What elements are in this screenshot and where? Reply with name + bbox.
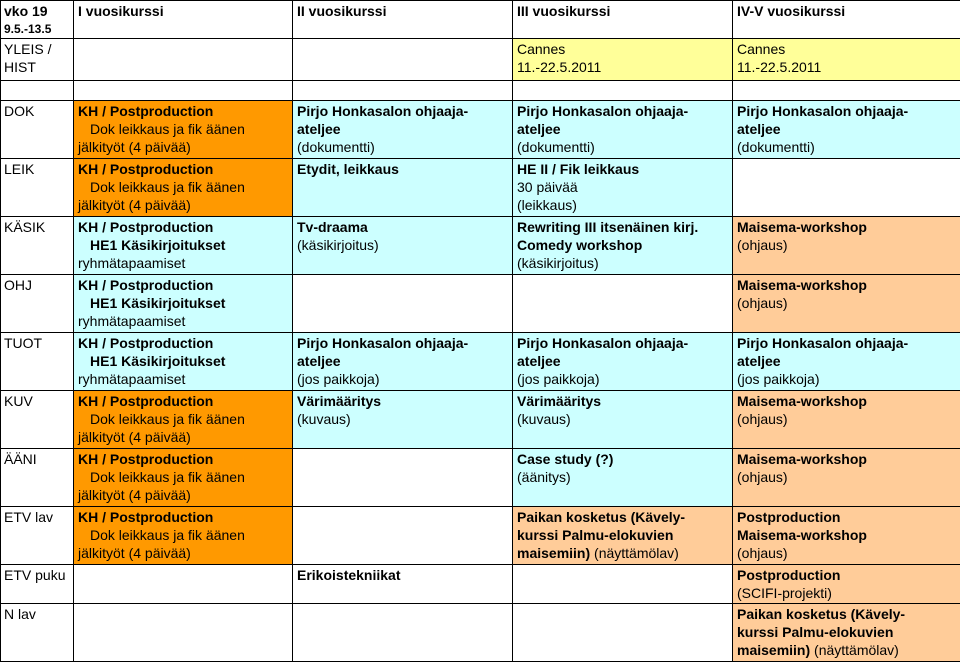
cell-text: Etydit, leikkaus bbox=[297, 161, 399, 177]
cell-line bbox=[517, 352, 730, 370]
row-label-cell bbox=[1, 565, 74, 604]
schedule-cell bbox=[513, 449, 733, 507]
schedule-cell bbox=[293, 101, 513, 159]
cell-text: Tv-draama bbox=[297, 219, 368, 235]
cell-line bbox=[737, 40, 958, 58]
schedule-cell bbox=[733, 159, 960, 217]
schedule-cell bbox=[513, 391, 733, 449]
cell-line bbox=[78, 352, 290, 370]
cell-line bbox=[78, 178, 290, 196]
row-label: ETV puku bbox=[4, 566, 71, 584]
cell-text: KH / Postproduction bbox=[78, 509, 213, 525]
cell-text: Case study (?) bbox=[517, 451, 613, 467]
cell-text: Maisema-workshop bbox=[737, 219, 867, 235]
cell-line bbox=[297, 566, 510, 584]
cell-text: jälkityöt (4 päivää) bbox=[78, 545, 191, 561]
cell-text: kurssi Palmu-elokuvien bbox=[517, 527, 673, 543]
cell-line bbox=[737, 236, 958, 254]
schedule-cell bbox=[293, 565, 513, 604]
schedule-cell bbox=[74, 565, 293, 604]
schedule-cell bbox=[293, 449, 513, 507]
cell-text: Värimääritys bbox=[297, 393, 381, 409]
row-label: YLEIS / bbox=[4, 40, 71, 58]
row-label-cell bbox=[1, 217, 74, 275]
cell-text: (SCIFI-projekti) bbox=[737, 585, 832, 601]
cell-text: jälkityöt (4 päivää) bbox=[78, 197, 191, 213]
cell-line bbox=[517, 370, 730, 388]
cell-text: Dok leikkaus ja fik äänen bbox=[90, 121, 245, 137]
cell-text: (dokumentti) bbox=[517, 139, 595, 155]
row-label-cell bbox=[1, 81, 74, 101]
row-label-cell bbox=[1, 39, 74, 81]
cell-text: Dok leikkaus ja fik äänen bbox=[90, 179, 245, 195]
schedule-cell bbox=[733, 604, 960, 662]
row-label: ÄÄNI bbox=[4, 450, 71, 468]
cell-line bbox=[297, 120, 510, 138]
schedule-cell bbox=[513, 81, 733, 101]
cell-text: (kuvaus) bbox=[517, 411, 571, 427]
cell-text: (käsikirjoitus) bbox=[517, 255, 599, 271]
schedule-cell bbox=[513, 565, 733, 604]
header-row bbox=[1, 1, 960, 39]
schedule-cell bbox=[293, 217, 513, 275]
cell-text: Maisema-workshop bbox=[737, 451, 867, 467]
cell-line bbox=[737, 352, 958, 370]
row-kuv bbox=[1, 391, 960, 449]
cell-text: HE1 Käsikirjoitukset bbox=[90, 353, 225, 369]
cell-text: (jos paikkoja) bbox=[297, 371, 379, 387]
cell-line bbox=[78, 370, 290, 388]
cell-text: Dok leikkaus ja fik äänen bbox=[90, 527, 245, 543]
cell-line bbox=[78, 486, 290, 504]
cell-line bbox=[78, 392, 290, 410]
cell-line bbox=[737, 641, 958, 659]
cell-text: KH / Postproduction bbox=[78, 103, 213, 119]
cell-text: (kuvaus) bbox=[297, 411, 351, 427]
cell-text: Dok leikkaus ja fik äänen bbox=[90, 469, 245, 485]
cell-text: Rewriting III itsenäinen kirj. bbox=[517, 219, 698, 235]
schedule-cell bbox=[513, 39, 733, 81]
cell-line bbox=[297, 218, 510, 236]
cell-line bbox=[737, 218, 958, 236]
cell-text: ryhmätapaamiset bbox=[78, 371, 185, 387]
row-label-cell bbox=[1, 159, 74, 217]
row-spacer bbox=[1, 81, 960, 101]
cell-line bbox=[517, 392, 730, 410]
row-kasik bbox=[1, 217, 960, 275]
cell-line bbox=[737, 526, 958, 544]
row-nlav bbox=[1, 604, 960, 662]
schedule-cell bbox=[74, 159, 293, 217]
cell-text: Pirjo Honkasalon ohjaaja- bbox=[517, 335, 688, 351]
cell-text: Cannes bbox=[517, 41, 565, 57]
week-label: vko 19 bbox=[4, 2, 71, 20]
cell-line bbox=[517, 236, 730, 254]
row-etvpuku bbox=[1, 565, 960, 604]
row-label: DOK bbox=[4, 102, 71, 120]
row-label: HIST bbox=[4, 58, 71, 76]
col-header-label: III vuosikurssi bbox=[517, 2, 730, 20]
cell-line bbox=[517, 218, 730, 236]
schedule-cell bbox=[74, 39, 293, 81]
row-leik bbox=[1, 159, 960, 217]
cell-text: Erikoistekniikat bbox=[297, 567, 401, 583]
cell-text: kurssi Palmu-elokuvien bbox=[737, 624, 893, 640]
cell-text-note: (näyttämölav) bbox=[590, 545, 679, 561]
cell-line bbox=[78, 236, 290, 254]
cell-line bbox=[517, 178, 730, 196]
cell-text: Pirjo Honkasalon ohjaaja- bbox=[737, 335, 908, 351]
row-ohj bbox=[1, 275, 960, 333]
cell-text: (ohjaus) bbox=[737, 469, 788, 485]
cell-text: ateljee bbox=[737, 353, 781, 369]
cell-text: Dok leikkaus ja fik äänen bbox=[90, 411, 245, 427]
cell-line bbox=[517, 40, 730, 58]
row-aani bbox=[1, 449, 960, 507]
cell-line bbox=[737, 584, 958, 602]
cell-line bbox=[297, 102, 510, 120]
week-dates: 9.5.-13.5 bbox=[4, 20, 71, 38]
row-label: LEIK bbox=[4, 160, 71, 178]
cell-line bbox=[737, 276, 958, 294]
cell-line bbox=[78, 508, 290, 526]
cell-text: jälkityöt (4 päivää) bbox=[78, 139, 191, 155]
cell-text: HE1 Käsikirjoitukset bbox=[90, 237, 225, 253]
cell-line bbox=[737, 392, 958, 410]
cell-text: KH / Postproduction bbox=[78, 161, 213, 177]
schedule-cell bbox=[74, 81, 293, 101]
row-label-cell bbox=[1, 507, 74, 565]
row-etvlav bbox=[1, 507, 960, 565]
cell-text: Maisema-workshop bbox=[737, 277, 867, 293]
row-label: KUV bbox=[4, 392, 71, 410]
schedule-cell bbox=[513, 159, 733, 217]
cell-line bbox=[297, 138, 510, 156]
cell-text: HE1 Käsikirjoitukset bbox=[90, 295, 225, 311]
cell-text: KH / Postproduction bbox=[78, 451, 213, 467]
schedule-cell bbox=[74, 217, 293, 275]
cell-text: (ohjaus) bbox=[737, 295, 788, 311]
cell-text: (äänitys) bbox=[517, 469, 571, 485]
row-label: N lav bbox=[4, 605, 71, 623]
schedule-cell bbox=[293, 159, 513, 217]
schedule-cell bbox=[293, 604, 513, 662]
schedule-cell bbox=[733, 507, 960, 565]
cell-text: Paikan kosketus (Kävely- bbox=[517, 509, 685, 525]
cell-text: ryhmätapaamiset bbox=[78, 255, 185, 271]
cell-line bbox=[78, 160, 290, 178]
cell-line bbox=[737, 58, 958, 76]
col-header-label: II vuosikurssi bbox=[297, 2, 510, 20]
row-label-cell bbox=[1, 449, 74, 507]
schedule-cell bbox=[733, 217, 960, 275]
cell-line bbox=[297, 392, 510, 410]
schedule-cell bbox=[293, 333, 513, 391]
row-label: ETV lav bbox=[4, 508, 71, 526]
cell-line bbox=[78, 138, 290, 156]
cell-line bbox=[517, 102, 730, 120]
cell-line bbox=[517, 526, 730, 544]
schedule-cell bbox=[513, 507, 733, 565]
cell-line bbox=[517, 138, 730, 156]
cell-line bbox=[297, 236, 510, 254]
row-yleis bbox=[1, 39, 960, 81]
cell-line bbox=[78, 294, 290, 312]
cell-line bbox=[297, 160, 510, 178]
cell-line bbox=[737, 623, 958, 641]
cell-line bbox=[517, 254, 730, 272]
cell-text: (ohjaus) bbox=[737, 545, 788, 561]
cell-line bbox=[517, 468, 730, 486]
row-label: KÄSIK bbox=[4, 218, 71, 236]
col-header-2 bbox=[293, 1, 513, 39]
cell-text: jälkityöt (4 päivää) bbox=[78, 487, 191, 503]
cell-text: KH / Postproduction bbox=[78, 335, 213, 351]
cell-line bbox=[517, 58, 730, 76]
cell-line bbox=[737, 450, 958, 468]
cell-text: maisemiin) bbox=[517, 545, 590, 561]
cell-line bbox=[78, 312, 290, 330]
cell-text: KH / Postproduction bbox=[78, 277, 213, 293]
schedule-cell bbox=[513, 333, 733, 391]
schedule-cell bbox=[733, 333, 960, 391]
cell-text: ateljee bbox=[517, 353, 561, 369]
cell-line bbox=[737, 605, 958, 623]
schedule-cell bbox=[74, 333, 293, 391]
row-label-cell bbox=[1, 391, 74, 449]
cell-text: (käsikirjoitus) bbox=[297, 237, 379, 253]
row-label-cell bbox=[1, 333, 74, 391]
cell-text: Postproduction bbox=[737, 567, 840, 583]
cell-line bbox=[517, 334, 730, 352]
cell-line bbox=[78, 450, 290, 468]
col-header-3 bbox=[513, 1, 733, 39]
cell-line bbox=[78, 544, 290, 562]
cell-line bbox=[737, 102, 958, 120]
cell-line bbox=[737, 334, 958, 352]
cell-line bbox=[78, 254, 290, 272]
row-label: TUOT bbox=[4, 334, 71, 352]
cell-text: ateljee bbox=[737, 121, 781, 137]
cell-text: Pirjo Honkasalon ohjaaja- bbox=[297, 103, 468, 119]
cell-line bbox=[737, 468, 958, 486]
cell-text: jälkityöt (4 päivää) bbox=[78, 429, 191, 445]
cell-line bbox=[78, 102, 290, 120]
cell-line bbox=[78, 526, 290, 544]
schedule-cell bbox=[293, 39, 513, 81]
cell-line bbox=[78, 218, 290, 236]
cell-text: Pirjo Honkasalon ohjaaja- bbox=[737, 103, 908, 119]
cell-text: ateljee bbox=[297, 121, 341, 137]
schedule-cell bbox=[733, 275, 960, 333]
schedule-cell bbox=[513, 217, 733, 275]
cell-text: Maisema-workshop bbox=[737, 393, 867, 409]
schedule-cell bbox=[733, 39, 960, 81]
schedule-cell bbox=[513, 604, 733, 662]
cell-line bbox=[78, 196, 290, 214]
schedule-cell bbox=[74, 391, 293, 449]
row-label-cell bbox=[1, 604, 74, 662]
cell-text: HE II / Fik leikkaus bbox=[517, 161, 639, 177]
schedule-cell bbox=[293, 507, 513, 565]
cell-line bbox=[517, 544, 730, 562]
cell-line bbox=[737, 294, 958, 312]
schedule-cell bbox=[74, 101, 293, 159]
cell-text: (leikkaus) bbox=[517, 197, 577, 213]
row-label-cell bbox=[1, 275, 74, 333]
schedule-cell bbox=[513, 101, 733, 159]
cell-text: 30 päivää bbox=[517, 179, 578, 195]
col-header-label: IV-V vuosikurssi bbox=[737, 2, 958, 20]
cell-line bbox=[297, 352, 510, 370]
cell-text: Värimääritys bbox=[517, 393, 601, 409]
cell-line bbox=[297, 370, 510, 388]
cell-text: (jos paikkoja) bbox=[517, 371, 599, 387]
cell-line bbox=[297, 410, 510, 428]
schedule-cell bbox=[733, 391, 960, 449]
cell-line bbox=[78, 120, 290, 138]
cell-text: 11.-22.5.2011 bbox=[517, 59, 601, 75]
cell-text: ryhmätapaamiset bbox=[78, 313, 185, 329]
cell-text: (dokumentti) bbox=[297, 139, 375, 155]
schedule-cell bbox=[293, 391, 513, 449]
cell-line bbox=[517, 160, 730, 178]
cell-text: (dokumentti) bbox=[737, 139, 815, 155]
schedule-cell bbox=[733, 101, 960, 159]
cell-text: maisemiin) bbox=[737, 642, 810, 658]
cell-line bbox=[737, 410, 958, 428]
cell-text: ateljee bbox=[297, 353, 341, 369]
cell-line bbox=[517, 508, 730, 526]
cell-text-note: (näyttämölav) bbox=[810, 642, 899, 658]
cell-line bbox=[297, 334, 510, 352]
cell-text: (ohjaus) bbox=[737, 237, 788, 253]
schedule-cell bbox=[293, 275, 513, 333]
schedule-cell bbox=[733, 565, 960, 604]
schedule-cell bbox=[733, 449, 960, 507]
cell-line bbox=[737, 566, 958, 584]
cell-text: Comedy workshop bbox=[517, 237, 642, 253]
cell-line bbox=[517, 410, 730, 428]
row-label: OHJ bbox=[4, 276, 71, 294]
cell-line bbox=[517, 196, 730, 214]
col-header-4 bbox=[733, 1, 960, 39]
cell-text: KH / Postproduction bbox=[78, 393, 213, 409]
cell-line bbox=[78, 468, 290, 486]
cell-text: Cannes bbox=[737, 41, 785, 57]
schedule-cell bbox=[74, 604, 293, 662]
cell-line bbox=[78, 334, 290, 352]
cell-text: ateljee bbox=[517, 121, 561, 137]
cell-text: Pirjo Honkasalon ohjaaja- bbox=[517, 103, 688, 119]
cell-line bbox=[78, 276, 290, 294]
row-label-cell bbox=[1, 101, 74, 159]
schedule-cell bbox=[513, 275, 733, 333]
schedule-cell bbox=[733, 81, 960, 101]
cell-line bbox=[737, 508, 958, 526]
cell-text: Paikan kosketus (Kävely- bbox=[737, 606, 905, 622]
schedule-cell bbox=[74, 275, 293, 333]
cell-text: Postproduction bbox=[737, 509, 840, 525]
cell-line bbox=[517, 120, 730, 138]
cell-text: Maisema-workshop bbox=[737, 527, 867, 543]
col-header-label: I vuosikurssi bbox=[78, 2, 290, 20]
cell-text: (jos paikkoja) bbox=[737, 371, 819, 387]
cell-line bbox=[737, 138, 958, 156]
cell-line bbox=[517, 450, 730, 468]
cell-text: Pirjo Honkasalon ohjaaja- bbox=[297, 335, 468, 351]
cell-text: KH / Postproduction bbox=[78, 219, 213, 235]
cell-line bbox=[78, 410, 290, 428]
schedule-cell bbox=[293, 81, 513, 101]
cell-line bbox=[737, 544, 958, 562]
row-tuot bbox=[1, 333, 960, 391]
col-header-1 bbox=[74, 1, 293, 39]
week-cell bbox=[1, 1, 74, 39]
schedule-cell bbox=[74, 507, 293, 565]
cell-text: (ohjaus) bbox=[737, 411, 788, 427]
row-dok bbox=[1, 101, 960, 159]
cell-line bbox=[78, 428, 290, 446]
schedule-cell bbox=[74, 449, 293, 507]
cell-line bbox=[737, 370, 958, 388]
cell-line bbox=[737, 120, 958, 138]
cell-text: 11.-22.5.2011 bbox=[737, 59, 821, 75]
